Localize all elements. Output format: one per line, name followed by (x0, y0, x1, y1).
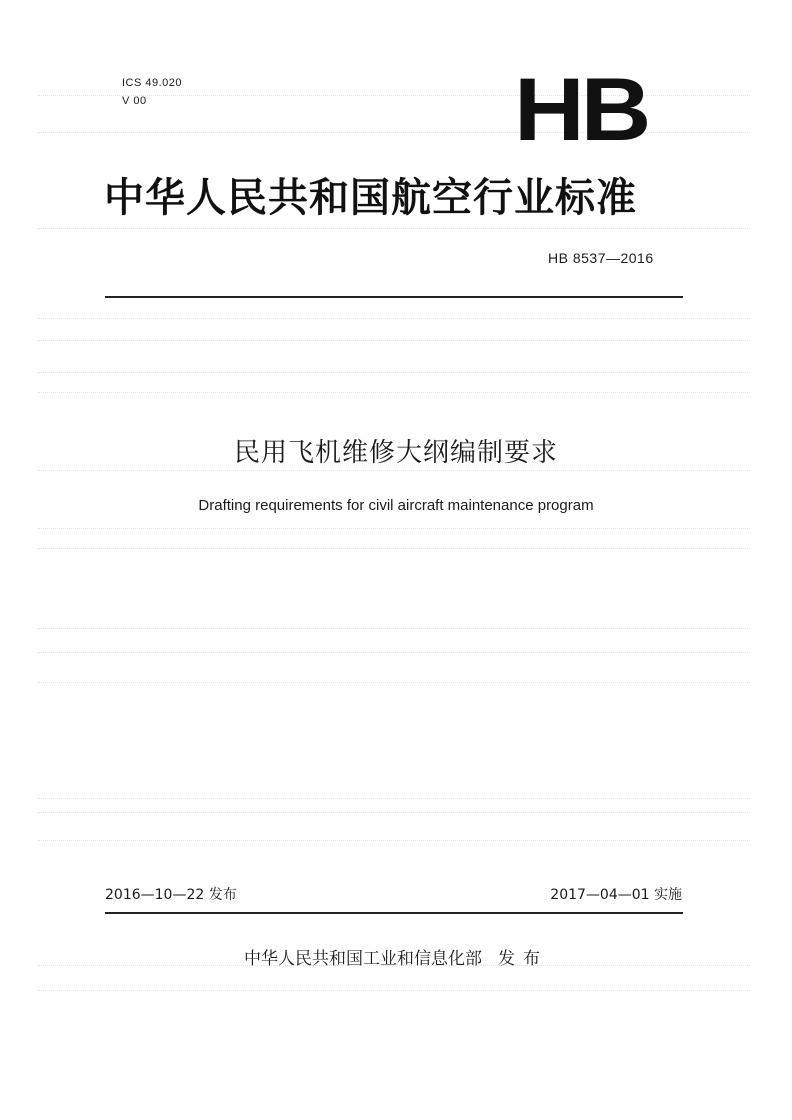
scan-line (38, 548, 750, 549)
classification-codes (122, 74, 182, 110)
publisher-name: 中华人民共和国工业和信息化部 (244, 949, 482, 969)
scan-line (38, 372, 750, 373)
scan-line (38, 228, 750, 229)
document-title-english: Drafting requirements for civil aircraft maintenance program (198, 497, 594, 514)
scan-line (38, 812, 750, 813)
scan-line (38, 318, 750, 319)
publisher-action: 发布 (498, 949, 548, 969)
ccs-code: V 00 (122, 95, 147, 107)
top-divider (105, 296, 683, 298)
scan-line (38, 798, 750, 799)
scan-line (38, 628, 750, 629)
ics-code: ICS 49.020 (122, 77, 183, 89)
scan-line (38, 392, 750, 393)
scan-line (38, 340, 750, 341)
standard-number: HB 8537—2016 (548, 250, 654, 266)
scan-line (38, 652, 750, 653)
scan-line (38, 840, 750, 841)
implementation-date: 2017—04—01 实施 (550, 887, 682, 903)
scan-line (38, 470, 750, 471)
document-title-chinese: 民用飞机维修大纲编制要求 (233, 438, 558, 468)
scan-line (38, 528, 750, 529)
publisher-line (0, 947, 792, 971)
standard-category-title: 中华人民共和国航空行业标准 (104, 175, 637, 221)
scan-line (38, 682, 750, 683)
scan-line (38, 990, 750, 991)
issue-date: 2016—10—22 发布 (105, 887, 237, 903)
hb-logo: HB (514, 59, 648, 160)
bottom-divider (105, 912, 683, 914)
